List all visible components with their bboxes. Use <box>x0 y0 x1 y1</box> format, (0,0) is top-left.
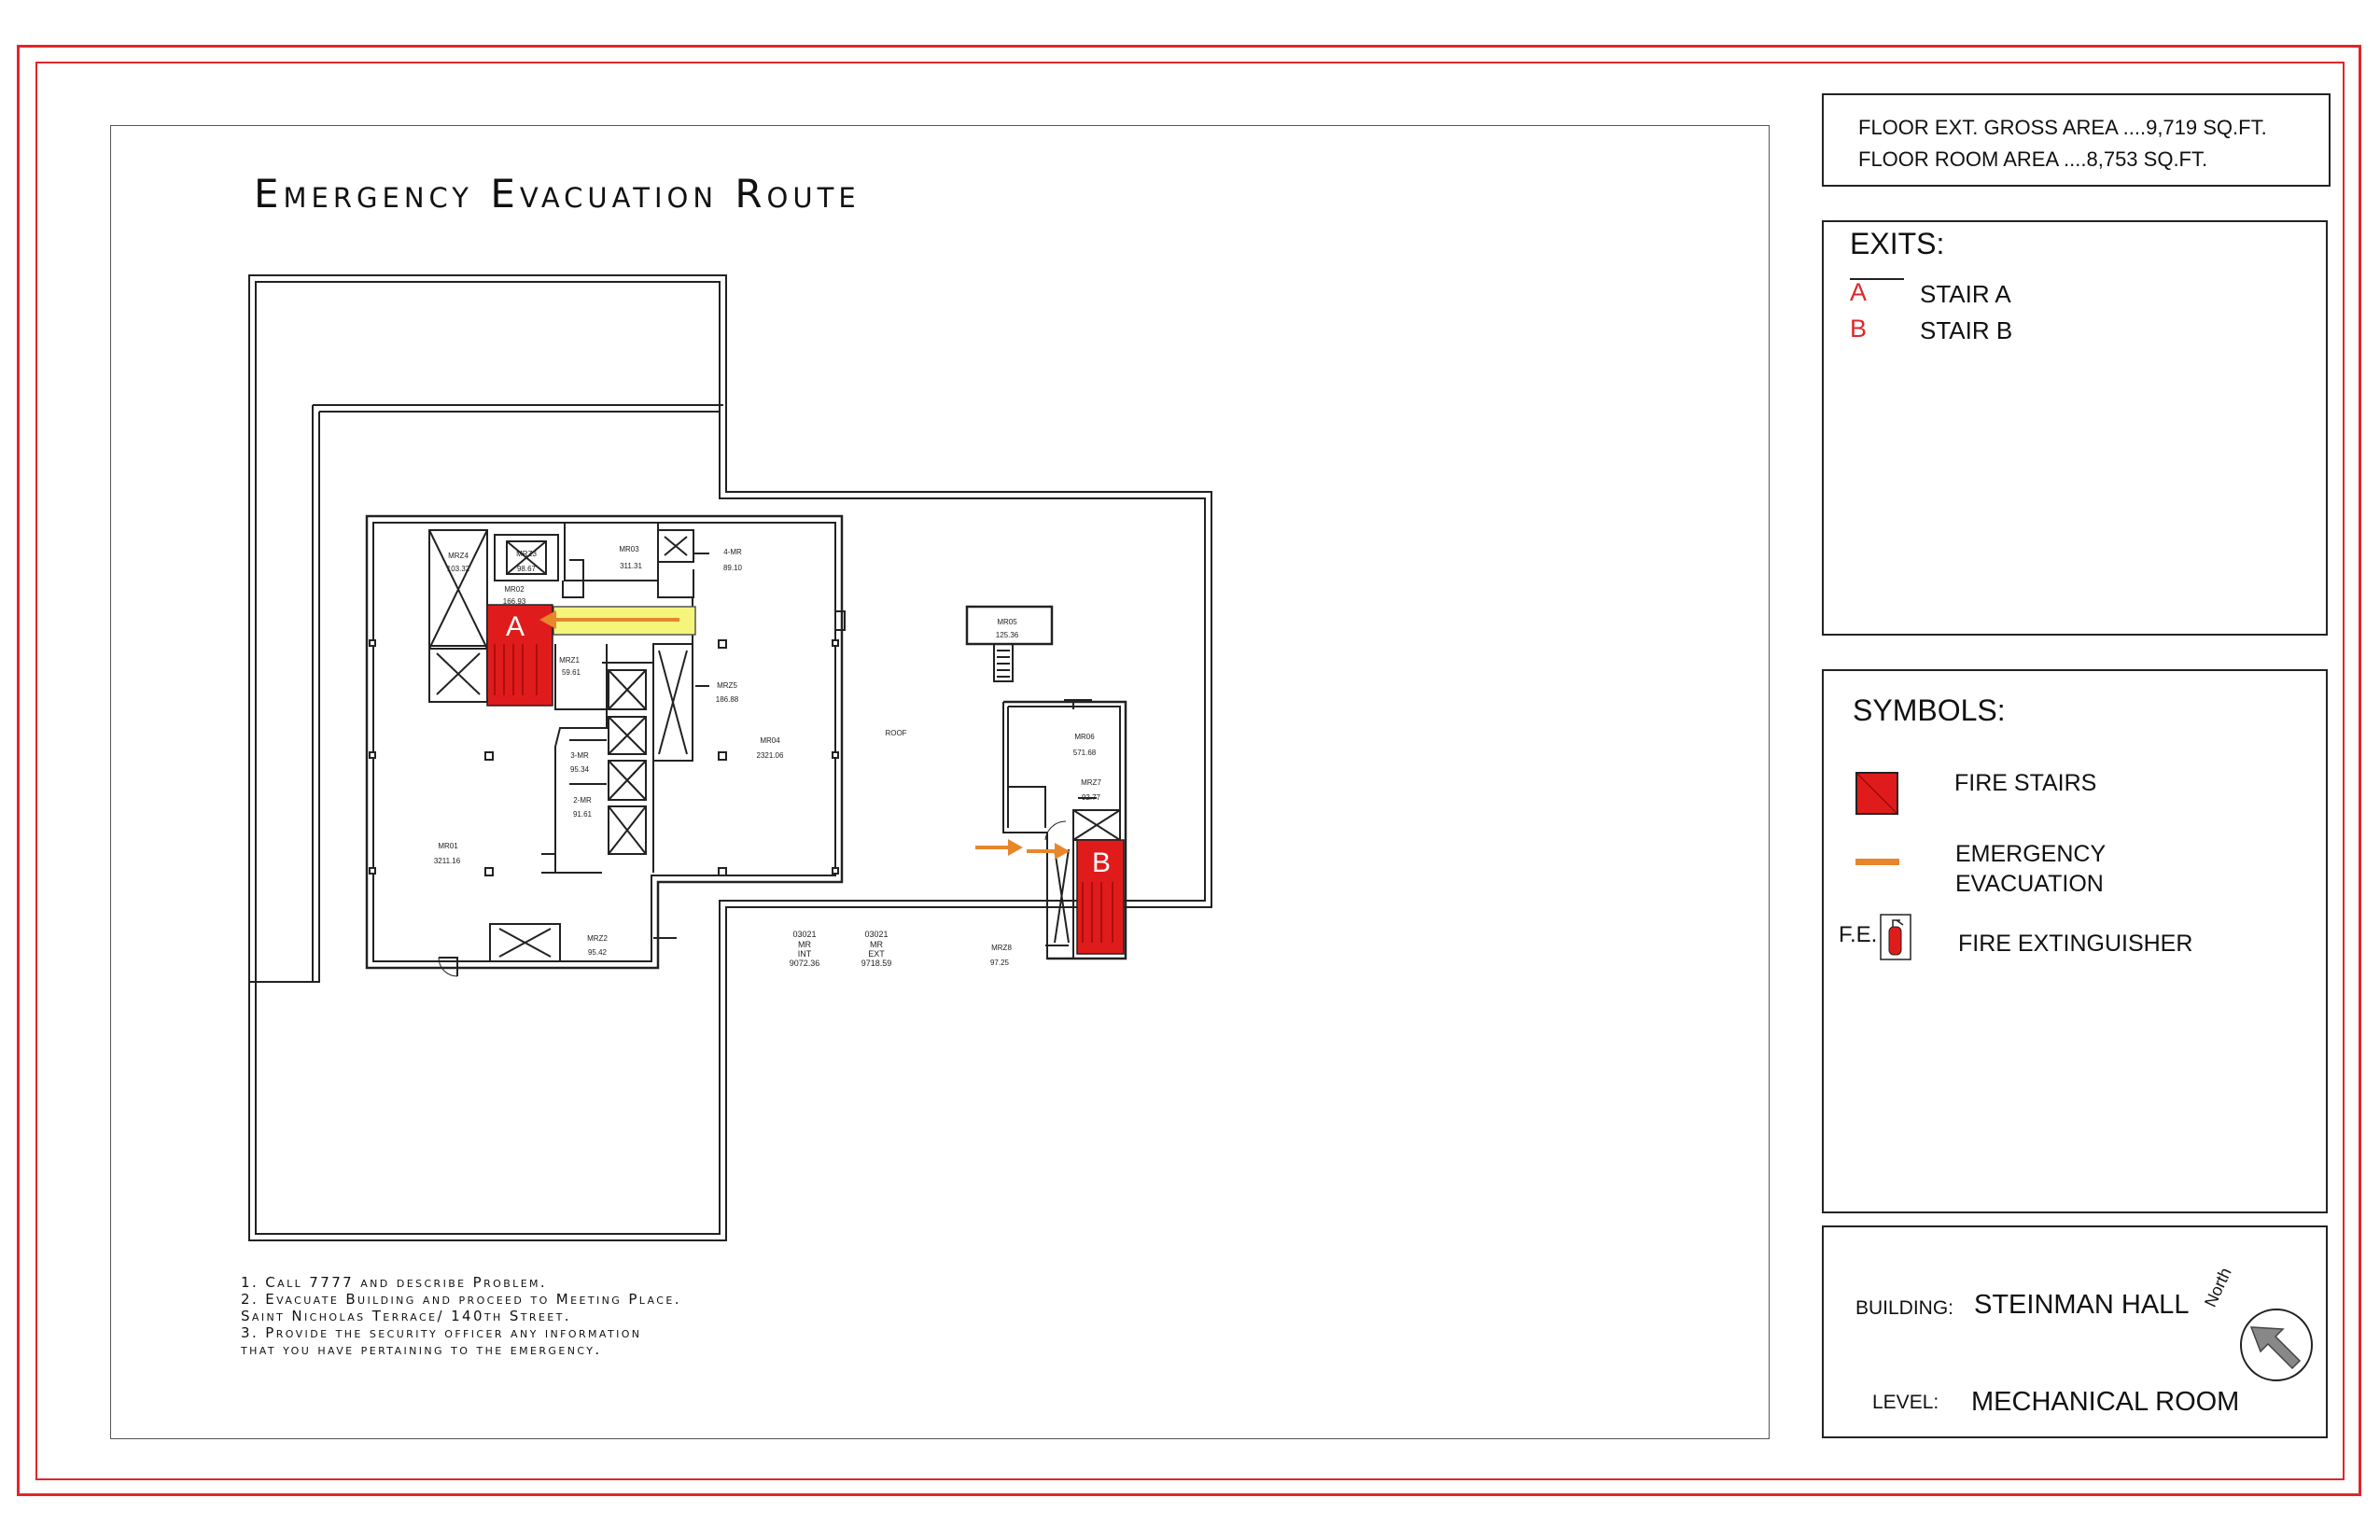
room-label-mrz3: MRZ3 <box>516 550 537 558</box>
fire-stairs-label: FIRE STAIRS <box>1954 770 2097 796</box>
fe-abbrev: F.E. <box>1839 922 1878 947</box>
room-area-mr03: 311.31 <box>620 562 642 570</box>
room-area-3mr: 95.34 <box>569 765 590 774</box>
room-label-3mr: 3-MR <box>570 751 589 760</box>
room-area-mrz7: 92.77 <box>1081 793 1101 802</box>
exits-panel <box>1822 220 2328 636</box>
fire-stairs-swatch <box>1855 772 1898 815</box>
building-name: STEINMAN HALL <box>1974 1290 2190 1320</box>
instruction-line: that you have pertaining to the emergency. <box>241 1341 602 1358</box>
evacuation-arrow-b <box>975 839 1070 860</box>
room-area-mrz2: 95.42 <box>587 948 608 957</box>
evacuation-label-line1: EMERGENCY <box>1955 841 2107 867</box>
total-ext-line3: EXT <box>868 949 885 959</box>
fire-stairs-swatch-icon <box>1857 774 1897 813</box>
page-title: Emergency Evacuation Route <box>254 171 861 217</box>
total-ext-line1: 03021 <box>864 930 889 939</box>
symbols-panel <box>1822 669 2328 1213</box>
exits-header: EXITS: <box>1850 227 1945 260</box>
north-arrow-icon <box>2238 1307 2315 1383</box>
stair-a-label: A <box>505 611 525 642</box>
room-label-mr03: MR03 <box>619 545 639 553</box>
symbols-header: SYMBOLS: <box>1853 693 2006 727</box>
stair-b <box>1077 840 1124 954</box>
room-label-2mr: 2-MR <box>573 796 592 805</box>
room-area-mr05: 125.36 <box>995 631 1019 639</box>
fire-extinguisher-icon <box>1880 914 1911 960</box>
room-area-mrz3: 98.67 <box>516 565 537 573</box>
instructions <box>241 1274 681 1358</box>
evacuation-label-line2: EVACUATION <box>1955 871 2104 897</box>
total-int-area: 9072.36 <box>789 959 820 968</box>
building-panel <box>1822 1225 2328 1438</box>
room-label-mrz5: MRZ5 <box>717 681 737 690</box>
instruction-line: 2. Evacuate Building and proceed to Meeting Place. <box>241 1291 681 1308</box>
room-label-mrz1: MRZ1 <box>559 656 580 665</box>
total-int-line3: INT <box>797 949 812 959</box>
room-area-mr01: 3211.16 <box>433 857 461 865</box>
room-area-mr02: 166.93 <box>502 597 526 606</box>
exit-a-letter: A <box>1850 278 1868 306</box>
room-label-mrz7: MRZ7 <box>1081 778 1101 787</box>
room-area-mrz4: 103.32 <box>446 565 470 573</box>
instruction-line: 3. Provide the security officer any information <box>241 1324 642 1341</box>
room-label-mrz4: MRZ4 <box>448 552 469 560</box>
room-label-mrz8: MRZ8 <box>991 944 1012 952</box>
room-label-mr01: MR01 <box>438 842 458 850</box>
room-label-mr02: MR02 <box>504 585 525 594</box>
area-panel <box>1822 93 2331 187</box>
level-name: MECHANICAL ROOM <box>1971 1387 2240 1417</box>
instruction-line: 1. Call 7777 and describe Problem. <box>241 1274 548 1291</box>
exit-b-letter: B <box>1850 315 1868 343</box>
room-area-2mr: 91.61 <box>572 810 593 819</box>
room-label-mrz2: MRZ2 <box>587 934 608 943</box>
total-int-line2: MR <box>798 940 811 949</box>
exit-a-label: STAIR A <box>1920 280 2011 308</box>
instruction-line: Saint Nicholas Terrace/ 140th Street. <box>241 1308 571 1324</box>
total-ext-line2: MR <box>870 940 883 949</box>
level-label: LEVEL: <box>1872 1392 1939 1413</box>
gross-area: FLOOR EXT. GROSS AREA ....9,719 SQ.FT. <box>1858 116 2267 139</box>
north-label: North <box>2201 1265 2235 1310</box>
room-area: FLOOR ROOM AREA ....8,753 SQ.FT. <box>1858 147 2208 171</box>
room-area-mrz5: 186.88 <box>715 695 739 704</box>
room-label-mr04: MR04 <box>760 736 780 745</box>
room-label-mr06: MR06 <box>1074 733 1095 741</box>
stair-b-label: B <box>1091 847 1112 878</box>
room-area-mr04: 2321.06 <box>756 751 784 760</box>
fire-extinguisher-label: FIRE EXTINGUISHER <box>1958 931 2193 957</box>
room-area-mrz8: 97.25 <box>989 959 1010 967</box>
room-area-mrz1: 59.61 <box>561 668 581 677</box>
room-area-4mr: 89.10 <box>722 564 743 572</box>
total-ext-area: 9718.59 <box>861 959 892 968</box>
room-area-mr06: 571.68 <box>1072 749 1097 757</box>
room-label-mr05: MR05 <box>997 618 1017 626</box>
exit-b-label: STAIR B <box>1920 316 2013 344</box>
building-label: BUILDING: <box>1855 1297 1954 1319</box>
evacuation-swatch <box>1855 859 1899 865</box>
room-label-4mr: 4-MR <box>723 548 742 556</box>
total-int-line1: 03021 <box>792 930 817 939</box>
roof-label: ROOF <box>885 729 907 737</box>
